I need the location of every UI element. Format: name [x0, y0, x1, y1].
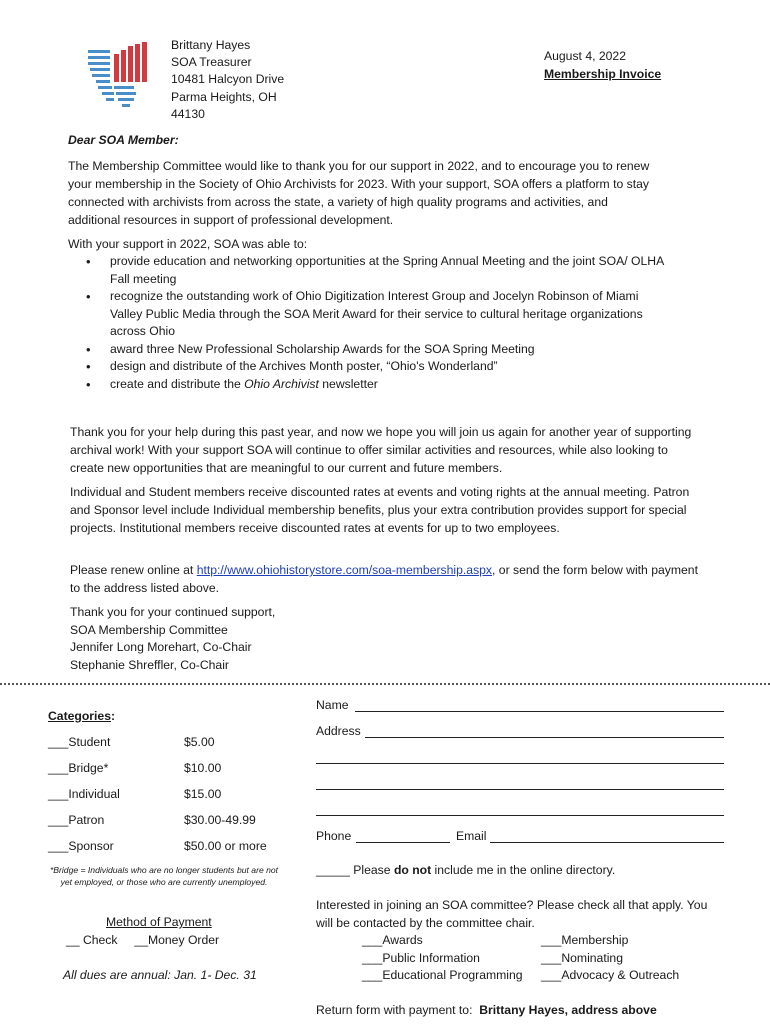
renew-paragraph [70, 561, 700, 597]
return-pre: Return form with payment to: [316, 1003, 480, 1017]
accomplishment-list [68, 253, 668, 393]
renew-pre: Please renew online at [70, 563, 197, 577]
committee-public-information[interactable]: ___Public Information [362, 950, 480, 965]
header-right [544, 48, 661, 83]
category-label: ___Patron [48, 813, 105, 827]
list-intro: With your support in 2022, SOA was able to: [68, 237, 308, 251]
category-amount: $5.00 [184, 735, 215, 749]
committee-advocacy-outreach[interactable]: ___Advocacy & Outreach [541, 968, 680, 982]
phone-label: Phone [316, 829, 352, 843]
list-item: • provide education and networking opportunities at the Spring Annual Meeting and the joint SOA/ OLHA Fall meeting [68, 253, 668, 288]
committees-right [541, 932, 679, 985]
committee-name: SOA Membership Committee [70, 622, 228, 637]
list-item: • recognize the outstanding work of Ohio Digitization Interest Group and Jocelyn Robinson of Miami Valley Public Media through the SOA Merit Award for their service to cultural heritage organizations across Ohio [68, 288, 668, 341]
address-line-4[interactable] [316, 815, 724, 816]
cut-line [0, 683, 770, 685]
phone-field[interactable] [356, 842, 450, 843]
category-student[interactable] [48, 735, 298, 749]
bullet5-pre: create and distribute the [110, 376, 245, 391]
return-instructions [316, 1003, 657, 1017]
category-sponsor[interactable] [48, 839, 298, 853]
category-amount: $15.00 [184, 787, 222, 801]
category-amount: $30.00-49.99 [184, 813, 256, 827]
email-field[interactable] [490, 842, 724, 843]
sender-address [171, 37, 284, 123]
list-item [68, 376, 668, 394]
committee-membership[interactable]: ___Membership [541, 933, 629, 947]
doc-title: Membership Invoice [544, 66, 662, 81]
directory-blank: _____ Please [316, 863, 394, 877]
dues-note: All dues are annual: Jan. 1- Dec. 31 [63, 968, 257, 982]
sender-zip: 44130 [171, 106, 205, 121]
category-label: ___Individual [48, 787, 120, 801]
address-line-2[interactable] [316, 763, 724, 764]
directory-emphasis: do not [393, 863, 432, 877]
letter-date: August 4, 2022 [544, 49, 626, 63]
category-label: ___Student [48, 735, 111, 749]
co-chair-2: Stephanie Shreffler, Co-Chair [70, 657, 229, 672]
co-chair-1: Jennifer Long Morehart, Co-Chair [70, 640, 252, 654]
category-label: ___Bridge* [48, 761, 109, 775]
list-item: • award three New Professional Scholarship Awards for the SOA Spring Meeting [68, 341, 668, 359]
salutation: Dear SOA Member: [68, 133, 179, 147]
intro-paragraph: The Membership Committee would like to thank you for our support in 2022, and to encourage you to renew your membership in the Society of Ohio Archivists for 2023. With your support, SOA offers a platform to stay connected with archivists from across the state, a variety of high quality programs and activities, and additional resources in support of professional development. [68, 159, 650, 227]
bullet5-post: newsletter [318, 376, 378, 391]
committee-educational-programming[interactable]: ___Educational Programming [362, 968, 523, 982]
categories-colon: : [111, 709, 116, 723]
closing-line: Thank you for your continued support, [70, 605, 276, 619]
soa-logo [88, 40, 152, 108]
thanks-paragraph: Thank you for your help during this past year, and now we hope you will join us again for another year of supporting archival work! With your support SOA will continue to offer similar activities and resources, while also looking to create new opportunities that are meaningful to our current and future members. [70, 425, 692, 475]
address-field[interactable] [365, 737, 724, 738]
address-line-3[interactable] [316, 789, 724, 790]
name-label: Name [316, 698, 349, 712]
category-patron[interactable] [48, 813, 298, 827]
payment-options[interactable]: __ Check __Money Order [66, 933, 220, 947]
category-label: ___Sponsor [48, 839, 114, 853]
committee-awards[interactable]: ___Awards [362, 933, 423, 947]
category-amount: $10.00 [184, 761, 222, 775]
sender-city: Parma Heights, OH [171, 89, 277, 104]
directory-post: include me in the online directory. [431, 863, 616, 877]
committee-nominating[interactable]: ___Nominating [541, 950, 623, 965]
committees-left [362, 932, 523, 985]
newsletter-title: Ohio Archivist [244, 376, 319, 391]
address-label: Address [316, 724, 361, 738]
renew-post: , or send the form below with payment to the address listed above. [70, 563, 698, 595]
sender-name: Brittany Hayes [171, 38, 251, 52]
payment-title: Method of Payment [106, 915, 212, 929]
committee-intro: Interested in joining an SOA committee? Please check all that apply. You will be contacted by the committee chair. [316, 898, 708, 930]
categories-title [48, 709, 115, 723]
email-label: Email [456, 829, 487, 843]
bridge-note: *Bridge = Individuals who are no longer students but are not yet employed, or those who are currently unemployed. [49, 865, 279, 887]
directory-optout[interactable] [316, 863, 615, 877]
closing-block [70, 604, 275, 674]
category-bridge[interactable] [48, 761, 298, 775]
name-field[interactable] [355, 711, 724, 712]
list-item: • design and distribute of the Archives Month poster, “Ohio's Wonderland” [68, 358, 668, 376]
category-individual[interactable] [48, 787, 298, 801]
category-amount: $50.00 or more [184, 839, 267, 853]
rates-paragraph: Individual and Student members receive discounted rates at events and voting rights at the annual meeting. Patron and Sponsor level include Individual membership benefits, plus your extra contribution provides support for special projects. Institutional members receive discounted rates at events for up to two employees. [70, 485, 690, 535]
return-recipient: Brittany Hayes, address above [479, 1003, 657, 1017]
sender-title: SOA Treasurer [171, 55, 252, 70]
membership-link[interactable]: http://www.ohiohistorystore.com/soa-membership.aspx [196, 563, 493, 577]
sender-street: 10481 Halcyon Drive [171, 72, 285, 87]
categories-title-text: Categories [48, 709, 111, 723]
accomplishments [68, 235, 688, 393]
